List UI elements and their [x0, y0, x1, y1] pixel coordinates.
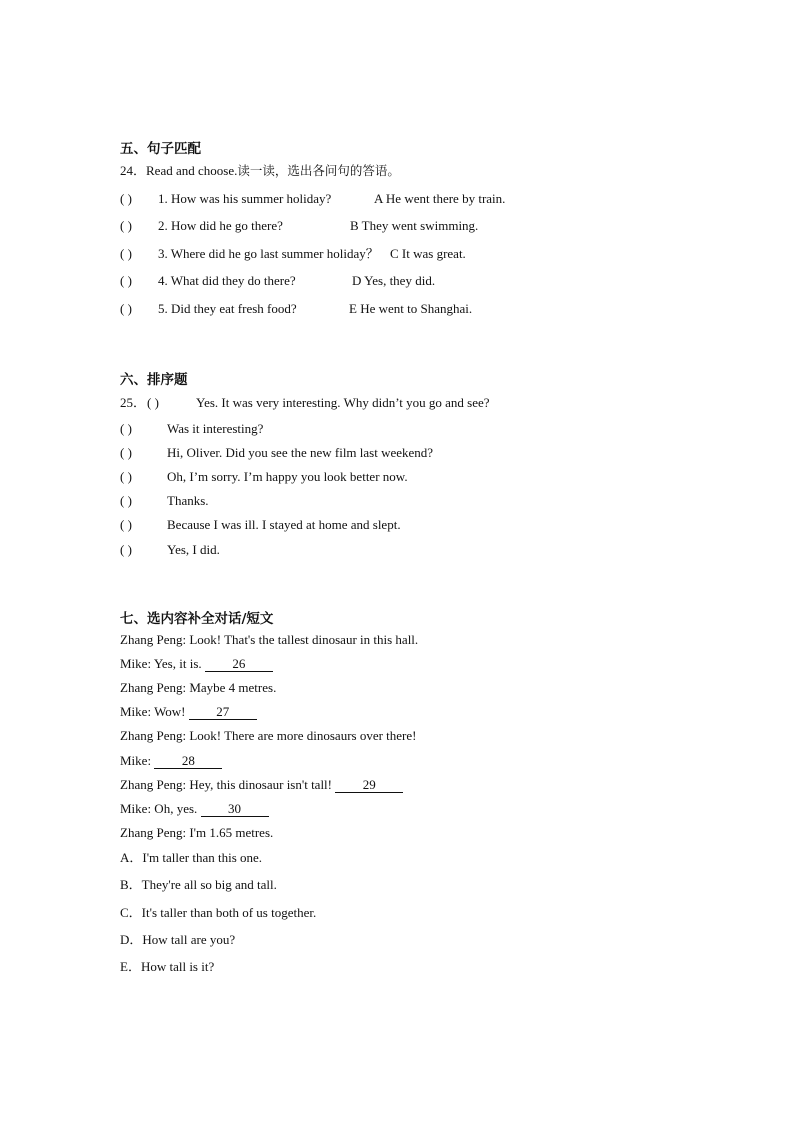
dialogue-line: [120, 704, 257, 720]
matching-question: 2. How did he go there?: [158, 218, 283, 233]
question-24-instruction: [120, 163, 400, 179]
section-6-heading: 六、排序题: [120, 372, 188, 388]
matching-answer: C It was great.: [390, 246, 466, 261]
matching-answer: B They went swimming.: [350, 218, 479, 233]
matching-answer: E He went to Shanghai.: [349, 301, 473, 316]
dialogue-text: Mike: Wow!: [120, 704, 189, 719]
instruction-chinese: 读一读，选出各问句的答语。: [237, 163, 400, 178]
ordering-sentence: Yes, I did.: [167, 542, 220, 557]
section-7-heading: 七、选内容补全对话/短文: [120, 611, 274, 627]
order-paren[interactable]: ( ): [120, 445, 132, 460]
ordering-sentence: Was it interesting?: [167, 421, 264, 436]
dialogue-line: [120, 632, 418, 648]
dialogue-text: Mike:: [120, 753, 155, 768]
dialogue-line: [120, 801, 269, 817]
option-e: E．How tall is it?: [120, 959, 215, 974]
ordering-sentence: Because I was ill. I stayed at home and slept.: [167, 517, 401, 532]
instruction-english: Read and choose.: [146, 163, 238, 178]
matching-question: 4. What did they do there?: [158, 273, 296, 288]
question-number: 24．: [120, 163, 147, 178]
option-a: A．I'm taller than this one.: [120, 850, 263, 865]
dialogue-text: Zhang Peng: Look! That's the tallest dinosaur in this hall.: [120, 632, 419, 647]
option-d: D．How tall are you?: [120, 932, 236, 947]
matching-question: 3. Where did he go last summer holiday？: [158, 246, 379, 261]
order-paren[interactable]: ( ): [120, 493, 132, 508]
dialogue-line: [120, 728, 417, 744]
order-paren[interactable]: ( ): [120, 469, 132, 484]
option-c: C．It's taller than both of us together.: [120, 905, 317, 920]
dialogue-text: Mike: Oh, yes.: [120, 801, 201, 816]
answer-paren[interactable]: ( ): [120, 246, 132, 261]
option-b: B．They're all so big and tall.: [120, 877, 277, 892]
matching-question: 1. How was his summer holiday?: [158, 191, 332, 206]
dialogue-text: Zhang Peng: Maybe 4 metres.: [120, 680, 277, 695]
answer-blank-30[interactable]: 30: [201, 802, 269, 817]
order-paren[interactable]: ( ): [120, 542, 132, 557]
dialogue-line: [120, 656, 273, 672]
answer-paren[interactable]: ( ): [120, 301, 132, 316]
dialogue-text: Zhang Peng: Look! There are more dinosaurs over there!: [120, 728, 417, 743]
answer-blank-26[interactable]: 26: [205, 657, 273, 672]
order-paren[interactable]: ( ): [120, 421, 132, 436]
answer-paren[interactable]: ( ): [120, 273, 132, 288]
ordering-sentence: Oh, I’m sorry. I’m happy you look better now.: [167, 469, 408, 484]
dialogue-line: [120, 777, 403, 793]
dialogue-line: [120, 825, 273, 841]
matching-answer: A He went there by train.: [374, 191, 506, 206]
answer-paren[interactable]: ( ): [120, 191, 132, 206]
dialogue-line: [120, 680, 276, 696]
answer-paren[interactable]: ( ): [120, 218, 132, 233]
section-5-heading: 五、句子匹配: [120, 141, 201, 157]
answer-blank-28[interactable]: 28: [154, 754, 222, 769]
dialogue-text: Zhang Peng: Hey, this dinosaur isn't tall!: [120, 777, 336, 792]
order-paren[interactable]: ( ): [147, 395, 159, 410]
order-paren[interactable]: ( ): [120, 517, 132, 532]
matching-question: 5. Did they eat fresh food?: [158, 301, 297, 316]
question-number: 25．: [120, 395, 147, 410]
dialogue-text: Zhang Peng: I'm 1.65 metres.: [120, 825, 274, 840]
answer-blank-29[interactable]: 29: [335, 778, 403, 793]
dialogue-line: [120, 753, 222, 769]
ordering-sentence: Thanks.: [167, 493, 209, 508]
dialogue-text: Mike: Yes, it is.: [120, 656, 205, 671]
matching-answer: D Yes, they did.: [352, 273, 436, 288]
ordering-sentence: Yes. It was very interesting. Why didn’t you go and see?: [196, 395, 490, 410]
answer-blank-27[interactable]: 27: [189, 705, 257, 720]
ordering-sentence: Hi, Oliver. Did you see the new film last weekend?: [167, 445, 434, 460]
